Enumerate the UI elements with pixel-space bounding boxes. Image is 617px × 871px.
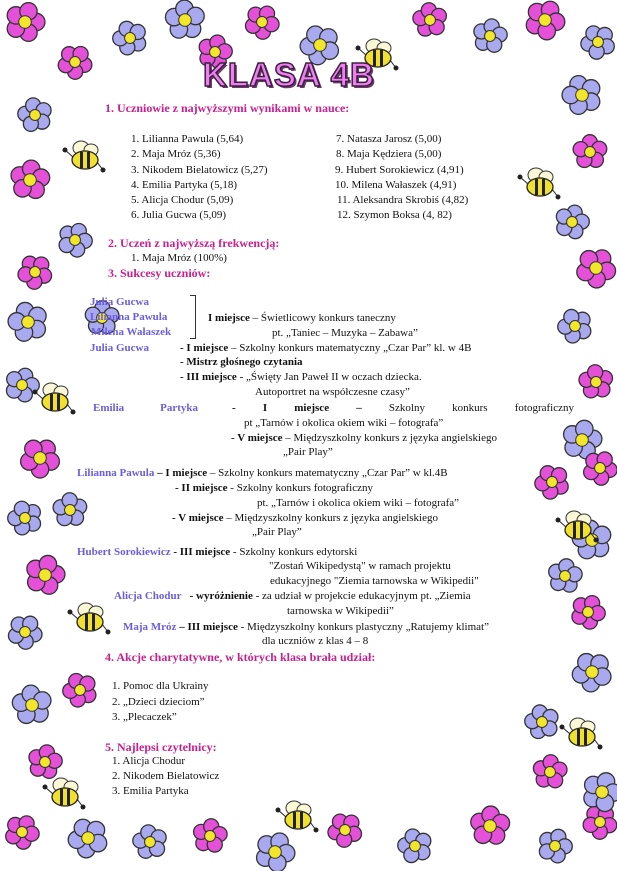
flower-icon	[29, 745, 62, 778]
student-name: Emilia Partyka	[93, 402, 199, 414]
award-line: - V miejsce – Międzyszkolny konkurs z języka angielskiego	[231, 432, 497, 444]
bee-icon	[276, 801, 319, 833]
student-name: Julia Gucwa	[90, 296, 149, 308]
flower-icon	[6, 816, 39, 849]
list-item: 12. Szymon Boksa (4, 82)	[337, 209, 452, 221]
student-name: Milena Wałaszek	[91, 326, 172, 338]
bee-icon	[560, 718, 603, 750]
flower-icon	[583, 806, 617, 839]
flower-icon	[63, 673, 96, 707]
page-title: KLASA 4B	[203, 56, 375, 93]
list-item: 11. Aleksandra Skrobiś (4,82)	[337, 194, 469, 206]
flower-icon	[245, 6, 279, 39]
flower-icon	[68, 819, 107, 858]
section4-heading: 4. Akcje charytatywne, w których klasa brała udział:	[105, 650, 376, 664]
list-item: 1. Pomoc dla Ukrainy	[112, 680, 209, 692]
flower-icon	[562, 76, 600, 115]
flower-icon	[535, 466, 568, 499]
flower-icon	[165, 0, 204, 38]
flower-icon	[21, 440, 60, 478]
bee-icon	[63, 141, 106, 173]
flower-icon	[413, 3, 446, 36]
award-line: - I miejsce – Szkolny konkurs matematyczny „Czar Par” kl. w 4B	[180, 342, 472, 354]
flower-icon	[577, 250, 616, 288]
flower-icon	[58, 46, 92, 79]
award-line: pt. „Tarnów i okolica okiem wiki – fotografa”	[257, 497, 460, 509]
flower-icon	[257, 833, 295, 871]
award-line: Maja Mróz – III miejsce - Międzyszkolny konkurs plastyczny „Ratujemy klimat”	[123, 621, 489, 633]
flower-icon	[8, 616, 42, 649]
flower-icon	[525, 705, 558, 739]
award-line: „Pair Play”	[252, 526, 302, 538]
flower-icon	[579, 365, 613, 398]
section5-heading: 5. Najlepsi czytelnicy:	[105, 740, 217, 754]
list-item: 10. Milena Wałaszek (4,91)	[335, 179, 457, 191]
flower-icon	[581, 26, 614, 59]
flower-icon	[8, 302, 46, 341]
award-line: pt „Tarnów i okolica okiem wiki – fotografa”	[244, 417, 444, 429]
bracket	[190, 295, 196, 339]
award-line: Hubert Sorokiewicz - III miejsce - Szkolny konkurs edytorski	[77, 546, 358, 558]
flower-icon	[6, 368, 39, 402]
section3-heading: 3. Sukcesy uczniów:	[108, 266, 211, 280]
list-item: 2. Nikodem Bielatowicz	[112, 770, 220, 782]
award-line: - III miejsce - „Święty Jan Paweł II w oczach dziecka.	[180, 371, 422, 383]
list-item: 6. Julia Gucwa (5,09)	[131, 209, 227, 221]
bee-icon	[518, 168, 561, 200]
flower-icon	[526, 1, 565, 40]
award-line: - I miejsce – Szkolny konkurs fotograficzny	[232, 402, 574, 414]
flower-icon	[584, 773, 617, 812]
flower-icon	[471, 806, 510, 844]
flower-icon	[18, 98, 51, 131]
list-item: 1. Alicja Chodur	[112, 755, 186, 767]
flower-icon	[7, 3, 45, 42]
award-line: „Pair Play”	[283, 446, 333, 458]
bee-icon	[68, 603, 111, 635]
flower-icon	[59, 223, 92, 257]
flower-icon	[328, 814, 362, 847]
flower-icon	[18, 256, 52, 289]
flower-icon	[8, 501, 41, 535]
list-item: 7. Natasza Jarosz (5,00)	[336, 133, 442, 145]
flower-icon	[558, 309, 591, 343]
award-line: I miejsce – Świetlicowy konkurs taneczny	[208, 312, 396, 324]
student-name: Julia Gucwa	[90, 342, 149, 354]
bee-icon	[43, 778, 86, 810]
flower-icon	[53, 493, 87, 526]
flower-icon	[474, 19, 507, 52]
list-item: 3. „Plecaczek”	[112, 711, 177, 723]
list-item: 4. Emilia Partyka (5,18)	[131, 179, 238, 191]
list-item: 1. Maja Mróz (100%)	[131, 252, 227, 264]
flower-icon	[113, 21, 146, 55]
award-line: Lilianna Pawula – I miejsce – Szkolny konkurs matematyczny „Czar Par” w kl.4B	[77, 467, 448, 479]
flower-icon	[556, 205, 589, 239]
flower-icon	[539, 829, 572, 863]
award-line: - V miejsce – Międzyszkolny konkurs z języka angielskiego	[172, 512, 438, 524]
section1-heading: 1. Uczniowie z najwyższymi wynikami w nauce:	[105, 101, 350, 115]
flower-icon	[11, 160, 50, 198]
list-item: 9. Hubert Sorokiewicz (4,91)	[335, 164, 464, 176]
list-item: 2. Maja Mróz (5,36)	[131, 148, 221, 160]
award-line: Autoportret na współczesne czasy”	[255, 386, 410, 398]
flower-icon	[194, 819, 227, 852]
flower-icon	[549, 559, 582, 592]
flower-icon	[27, 555, 65, 594]
list-item: 8. Maja Kędziera (5,00)	[336, 148, 442, 160]
award-line: tarnowska w Wikipedii”	[287, 605, 394, 617]
award-line: edukacyjnego "Ziemia tarnowska w Wikipedii"	[270, 575, 479, 587]
award-line: Alicja Chodur - wyróżnienie - za udział w projekcie edukacyjnym pt. „Ziemia	[114, 590, 471, 602]
award-line: dla uczniów z klas 4 – 8	[262, 635, 369, 647]
flower-icon	[398, 829, 431, 863]
flower-icon	[133, 825, 166, 858]
award-line: - II miejsce - Szkolny konkurs fotograficzny	[175, 482, 373, 494]
award-line: - Mistrz głośnego czytania	[180, 356, 303, 368]
flower-icon	[533, 755, 567, 788]
list-item: 2. „Dzieci dzieciom”	[112, 696, 205, 708]
flower-icon	[584, 452, 617, 485]
list-item: 3. Nikodem Bielatowicz (5,27)	[131, 164, 268, 176]
flower-icon	[573, 135, 607, 168]
award-line: "Zostań Wikipedystą" w ramach projektu	[269, 560, 451, 572]
student-name: Lilianna Pawula	[90, 311, 168, 323]
flower-icon	[12, 685, 51, 723]
section2-heading: 2. Uczeń z najwyższą frekwencją:	[108, 236, 280, 250]
list-item: 5. Alicja Chodur (5,09)	[131, 194, 234, 206]
list-item: 1. Lilianna Pawula (5,64)	[131, 133, 244, 145]
flower-icon	[572, 654, 611, 692]
list-item: 3. Emilia Partyka	[112, 785, 189, 797]
flower-icon	[572, 596, 605, 629]
award-line: pt. „Taniec – Muzyka – Zabawa”	[272, 327, 418, 339]
